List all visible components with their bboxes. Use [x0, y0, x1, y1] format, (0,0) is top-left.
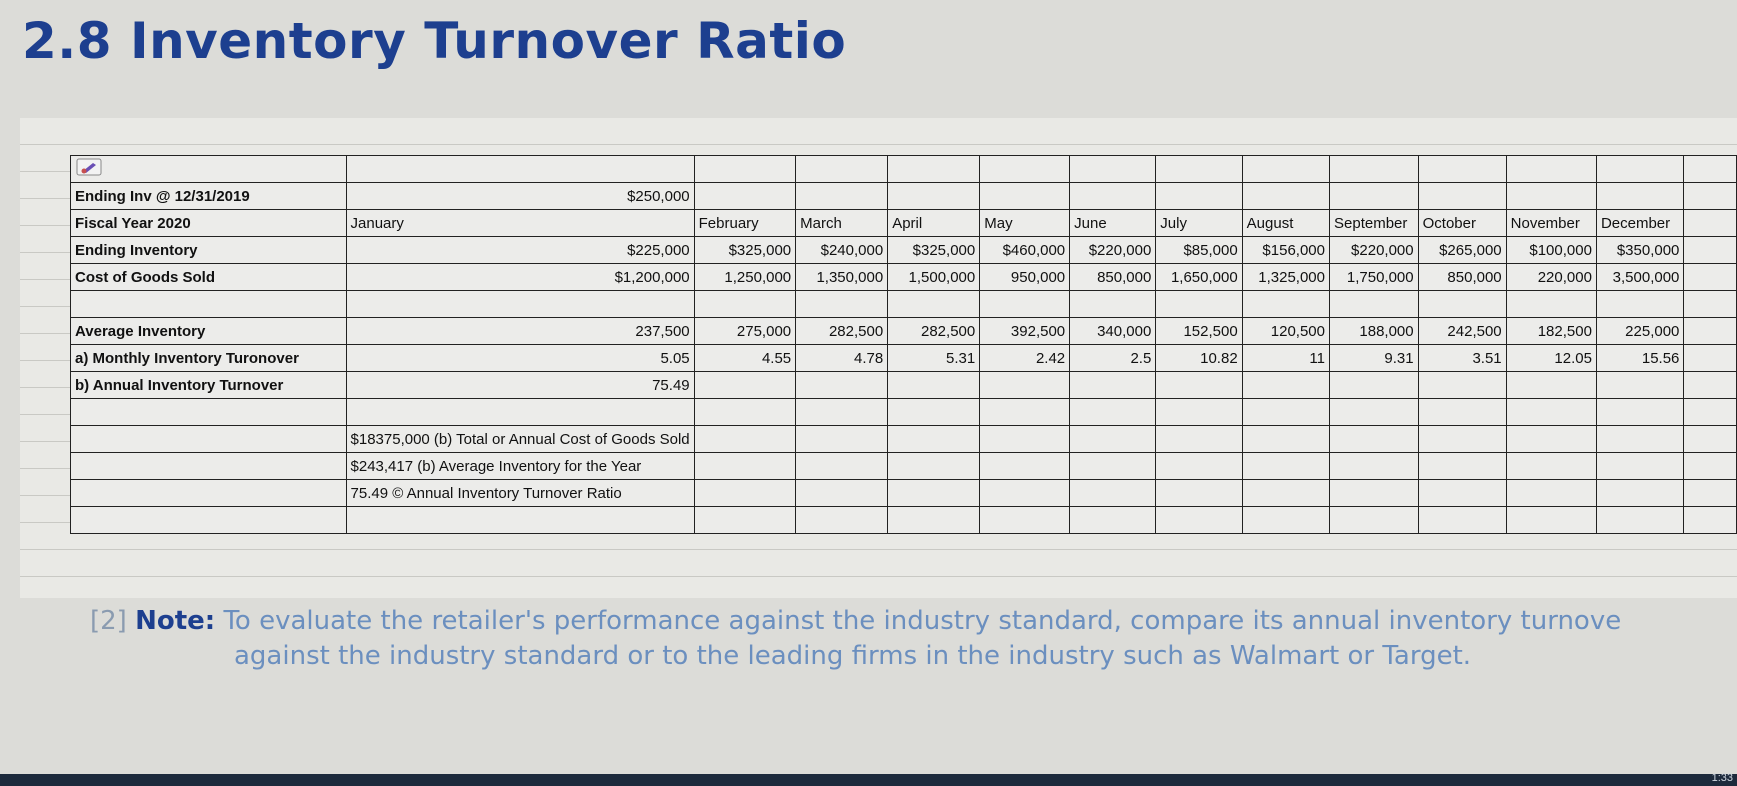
cogs-row — [71, 264, 1737, 291]
industry-note — [90, 604, 1730, 674]
month-cell: November — [1506, 210, 1596, 237]
month-cell: June — [1070, 210, 1156, 237]
summary-row — [71, 453, 1737, 480]
ending-inventory-cell: $240,000 — [796, 237, 888, 264]
cogs-cell: 1,650,000 — [1156, 264, 1242, 291]
summary-row — [71, 426, 1737, 453]
monthly-turnover-cell: 3.51 — [1418, 345, 1506, 372]
cogs-cell: 220,000 — [1506, 264, 1596, 291]
cogs-cell: 1,500,000 — [888, 264, 980, 291]
ending-inventory-cell: $460,000 — [980, 237, 1070, 264]
note-line-2: against the industry standard or to the leading firms in the industry such as Walmart or Target. — [234, 641, 1472, 671]
summary-total-cogs: $18375,000 (b) Total or Annual Cost of Goods Sold — [346, 426, 694, 453]
summary-row — [71, 480, 1737, 507]
summary-average-inventory: $243,417 (b) Average Inventory for the Year — [346, 453, 694, 480]
month-cell: March — [796, 210, 888, 237]
cogs-cell: 850,000 — [1070, 264, 1156, 291]
avg-inventory-cell: 282,500 — [888, 318, 980, 345]
monthly-turnover-cell: 9.31 — [1330, 345, 1419, 372]
ending-inventory-cell: $220,000 — [1070, 237, 1156, 264]
monthly-turnover-cell: 11 — [1242, 345, 1329, 372]
avg-inventory-cell: 392,500 — [980, 318, 1070, 345]
monthly-turnover-cell: 10.82 — [1156, 345, 1242, 372]
ending-inventory-row — [71, 237, 1737, 264]
cogs-cell: 1,250,000 — [694, 264, 796, 291]
month-cell: January — [346, 210, 694, 237]
avg-inventory-cell: 120,500 — [1242, 318, 1329, 345]
paint-brush-icon[interactable] — [75, 157, 103, 181]
ending-inventory-cell: $220,000 — [1330, 237, 1419, 264]
monthly-turnover-cell: 5.31 — [888, 345, 980, 372]
month-cell: July — [1156, 210, 1242, 237]
annual-turnover-label: b) Annual Inventory Turnover — [71, 372, 347, 399]
cogs-cell: 1,325,000 — [1242, 264, 1329, 291]
taskbar — [0, 774, 1737, 786]
annual-turnover-row — [71, 372, 1737, 399]
monthly-turnover-cell: 2.42 — [980, 345, 1070, 372]
note-lead: Note: — [135, 606, 216, 636]
note-line-1: To evaluate the retailer's performance against the industry standard, compare its annual inventory turnove — [223, 606, 1622, 636]
cogs-cell: 1,350,000 — [796, 264, 888, 291]
inventory-table — [70, 155, 1737, 534]
month-cell: February — [694, 210, 796, 237]
months-row — [71, 210, 1737, 237]
summary-turnover-ratio: 75.49 © Annual Inventory Turnover Ratio — [346, 480, 694, 507]
ending-inventory-cell: $265,000 — [1418, 237, 1506, 264]
annual-turnover-value: 75.49 — [346, 372, 694, 399]
avg-inventory-cell: 275,000 — [694, 318, 796, 345]
monthly-turnover-cell: 2.5 — [1070, 345, 1156, 372]
corner-cell[interactable] — [71, 156, 347, 183]
fiscal-year-label: Fiscal Year 2020 — [71, 210, 347, 237]
note-number: [2] — [90, 606, 127, 636]
ending-inventory-cell: $225,000 — [346, 237, 694, 264]
ending-inventory-cell: $350,000 — [1596, 237, 1683, 264]
avg-inventory-cell: 188,000 — [1330, 318, 1419, 345]
month-cell: August — [1242, 210, 1329, 237]
avg-inventory-cell: 242,500 — [1418, 318, 1506, 345]
ending-inv-2019-value: $250,000 — [346, 183, 694, 210]
month-cell: September — [1330, 210, 1419, 237]
ending-inventory-cell: $100,000 — [1506, 237, 1596, 264]
avg-inventory-cell: 225,000 — [1596, 318, 1683, 345]
monthly-turnover-label: a) Monthly Inventory Turonover — [71, 345, 347, 372]
monthly-turnover-cell: 4.78 — [796, 345, 888, 372]
monthly-turnover-cell: 5.05 — [346, 345, 694, 372]
avg-inventory-cell: 282,500 — [796, 318, 888, 345]
month-cell: May — [980, 210, 1070, 237]
cogs-cell: 3,500,000 — [1596, 264, 1683, 291]
header-blank-row — [71, 156, 1737, 183]
month-cell: December — [1596, 210, 1683, 237]
spacer-row — [71, 507, 1737, 534]
ending-inv-2019-row — [71, 183, 1737, 210]
ending-inv-2019-label: Ending Inv @ 12/31/2019 — [71, 183, 347, 210]
spacer-row — [71, 399, 1737, 426]
monthly-turnover-cell: 15.56 — [1596, 345, 1683, 372]
monthly-turnover-cell: 4.55 — [694, 345, 796, 372]
monthly-turnover-cell: 12.05 — [1506, 345, 1596, 372]
month-cell: October — [1418, 210, 1506, 237]
ending-inventory-cell: $325,000 — [694, 237, 796, 264]
ending-inventory-label: Ending Inventory — [71, 237, 347, 264]
ending-inventory-cell: $156,000 — [1242, 237, 1329, 264]
ending-inventory-cell: $85,000 — [1156, 237, 1242, 264]
cogs-cell: $1,200,000 — [346, 264, 694, 291]
cogs-label: Cost of Goods Sold — [71, 264, 347, 291]
page-title: 2.8 Inventory Turnover Ratio — [22, 12, 847, 70]
month-cell: April — [888, 210, 980, 237]
taskbar-clock: 1:33 — [1711, 772, 1733, 784]
avg-inventory-cell: 152,500 — [1156, 318, 1242, 345]
avg-inventory-cell: 182,500 — [1506, 318, 1596, 345]
cogs-cell: 950,000 — [980, 264, 1070, 291]
monthly-turnover-row — [71, 345, 1737, 372]
avg-inventory-cell: 340,000 — [1070, 318, 1156, 345]
cogs-cell: 1,750,000 — [1330, 264, 1419, 291]
cogs-cell: 850,000 — [1418, 264, 1506, 291]
avg-inventory-row — [71, 318, 1737, 345]
avg-inventory-label: Average Inventory — [71, 318, 347, 345]
spacer-row — [71, 291, 1737, 318]
avg-inventory-cell: 237,500 — [346, 318, 694, 345]
ending-inventory-cell: $325,000 — [888, 237, 980, 264]
